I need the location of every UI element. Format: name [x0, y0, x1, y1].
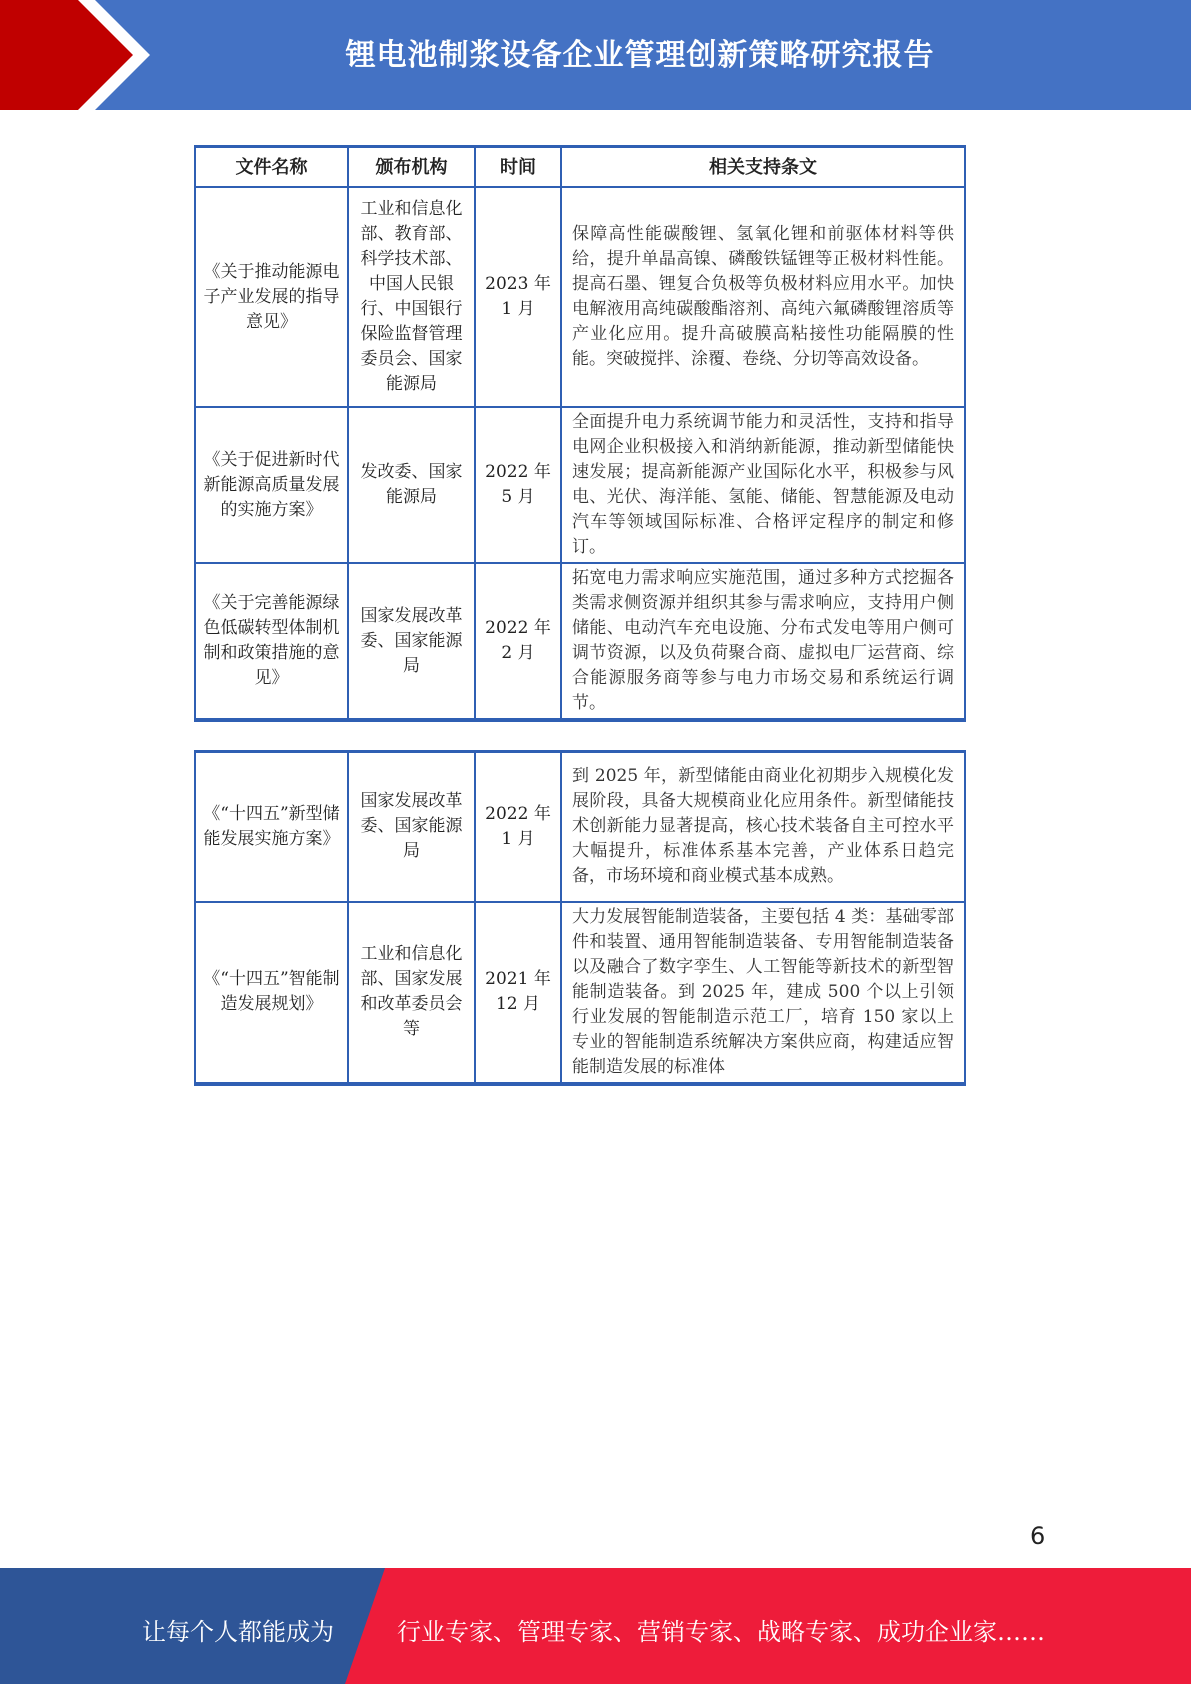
page-footer — [0, 1568, 1191, 1684]
cell-time: 2022 年 1 月 — [475, 752, 561, 902]
cell-issuer: 发改委、国家能源局 — [348, 407, 475, 563]
cell-time: 2021 年 12 月 — [475, 902, 561, 1084]
page-header — [0, 0, 1191, 110]
cell-issuer: 工业和信息化部、国家发展和改革委员会等 — [348, 902, 475, 1084]
cell-name: 《“十四五”智能制造发展规划》 — [195, 902, 348, 1084]
cell-name: 《关于推动能源电子产业发展的指导意见》 — [195, 187, 348, 407]
cell-content: 大力发展智能制造装备，主要包括 4 类：基础零部件和装置、通用智能制造装备、专用智能制造装备以及融合了数字孪生、人工智能等新技术的新型智能制造装备。到 2025 年，建成 500 个以上引领行业发展的智能制造示范工厂，培育 150 家以上专业的智能制造系统解决方案供应商，构建适应智能制造发展的标准体 — [561, 902, 965, 1084]
table-row — [195, 407, 965, 563]
cell-name: 《关于完善能源绿色低碳转型体制机制和政策措施的意见》 — [195, 563, 348, 720]
column-header-name: 文件名称 — [195, 147, 348, 188]
cell-content: 全面提升电力系统调节能力和灵活性，支持和指导电网企业积极接入和消纳新能源，推动新型储能快速发展；提高新能源产业国际化水平，积极参与风电、光伏、海洋能、氢能、储能、智慧能源及电动汽车等领域国际标准、合格评定程序的制定和修订。 — [561, 407, 965, 563]
cell-name: 《关于促进新时代新能源高质量发展的实施方案》 — [195, 407, 348, 563]
footer-slogan-right: 行业专家、管理专家、营销专家、战略专家、成功企业家…… — [397, 1618, 1045, 1646]
cell-issuer: 国家发展改革委、国家能源局 — [348, 563, 475, 720]
column-header-content: 相关支持条文 — [561, 147, 965, 188]
cell-content: 拓宽电力需求响应实施范围，通过多种方式挖掘各类需求侧资源并组织其参与需求响应，支持用户侧储能、电动汽车充电设施、分布式发电等用户侧可调节资源，以及负荷聚合商、虚拟电厂运营商、综合能源服务商等参与电力市场交易和系统运行调节。 — [561, 563, 965, 720]
policy-table — [194, 145, 966, 722]
cell-name: 《“十四五”新型储能发展实施方案》 — [195, 752, 348, 902]
cell-issuer: 工业和信息化部、教育部、科学技术部、中国人民银行、中国银行保险监督管理委员会、国家能源局 — [348, 187, 475, 407]
cell-content: 保障高性能碳酸锂、氢氧化锂和前驱体材料等供给，提升单晶高镍、磷酸铁锰锂等正极材料性能。提高石墨、锂复合负极等负极材料应用水平。加快电解液用高纯碳酸酯溶剂、高纯六氟磷酸锂溶质等产业化应用。提升高破膜高粘接性功能隔膜的性能。突破搅拌、涂覆、卷绕、分切等高效设备。 — [561, 187, 965, 407]
column-header-issuer: 颁布机构 — [348, 147, 475, 188]
report-title: 锂电池制浆设备企业管理创新策略研究报告 — [345, 38, 935, 73]
table-row — [195, 187, 965, 407]
column-header-time: 时间 — [475, 147, 561, 188]
footer-slogan-left: 让每个人都能成为 — [142, 1618, 334, 1646]
cell-time: 2022 年 2 月 — [475, 563, 561, 720]
page-number: 6 — [1030, 1522, 1046, 1550]
cell-time: 2022 年 5 月 — [475, 407, 561, 563]
table-row — [195, 752, 965, 902]
table-row — [195, 902, 965, 1084]
policy-table-continued — [194, 750, 966, 1086]
table-header-row — [195, 147, 965, 188]
cell-content: 到 2025 年，新型储能由商业化初期步入规模化发展阶段，具备大规模商业化应用条件。新型储能技术创新能力显著提高，核心技术装备自主可控水平大幅提升，标准体系基本完善，产业体系日趋完备，市场环境和商业模式基本成熟。 — [561, 752, 965, 902]
cell-time: 2023 年 1 月 — [475, 187, 561, 407]
cell-issuer: 国家发展改革委、国家能源局 — [348, 752, 475, 902]
table-row — [195, 563, 965, 720]
header-arrow-icon — [0, 0, 160, 110]
